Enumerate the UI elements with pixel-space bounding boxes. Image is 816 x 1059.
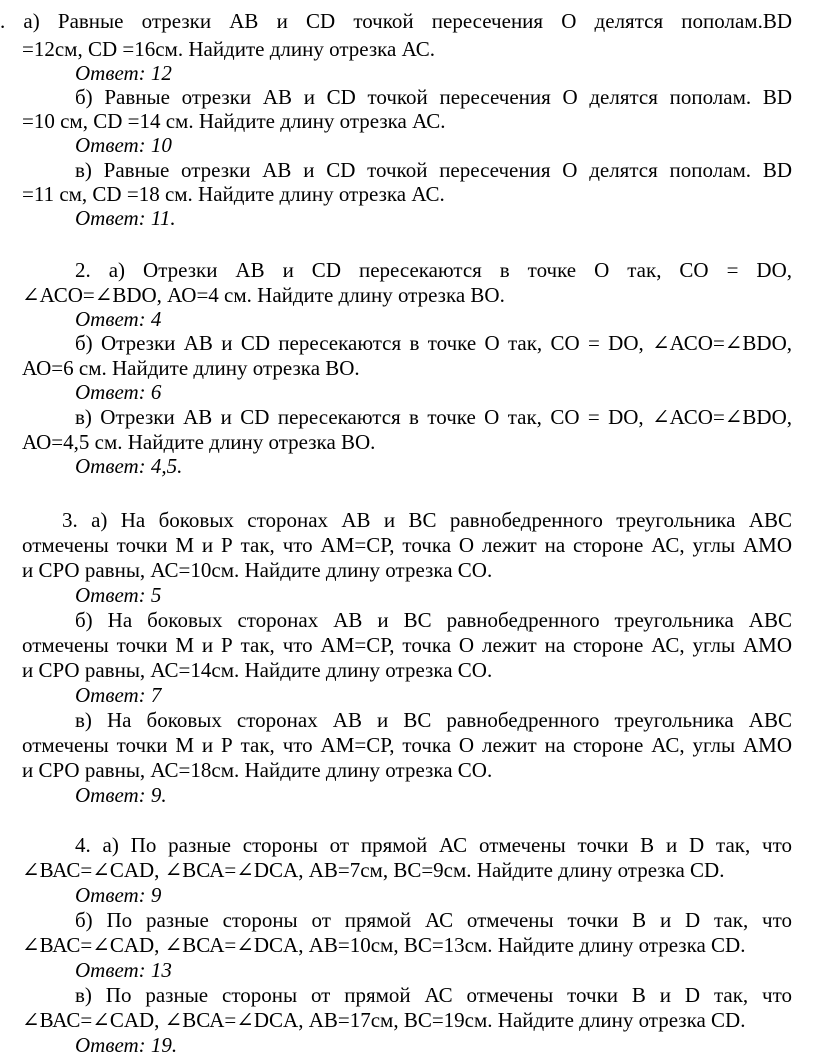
problem-3a-line-3: и СРО равны, АС=10см. Найдите длину отрезка СО.: [22, 558, 493, 582]
answer-4b: Ответ: 13: [75, 958, 172, 982]
answer-2a: Ответ: 4: [75, 307, 162, 331]
problem-3a-line-2: отмечены точки М и Р так, что АМ=СР, точка О лежит на стороне АС, углы АМО: [22, 533, 792, 557]
answer-4c: Ответ: 19.: [75, 1033, 178, 1057]
answer-2b: Ответ: 6: [75, 380, 162, 404]
problem-1c-line-1: в) Равные отрезки АВ и CD точкой пересечения О делятся пополам. BD: [75, 158, 792, 182]
problem-4c-line-2: ∠ВАС=∠CAD, ∠ВСА=∠DCA, АВ=17см, ВС=19см. Найдите длину отрезка CD.: [22, 1008, 746, 1032]
problem-2c-line-2: АО=4,5 см. Найдите длину отрезка ВО.: [22, 430, 376, 454]
answer-3c: Ответ: 9.: [75, 783, 167, 807]
answer-3b: Ответ: 7: [75, 683, 162, 707]
answer-3a: Ответ: 5: [75, 583, 162, 607]
problem-2c-line-1: в) Отрезки АВ и CD пересекаются в точке О так, СО = DO, ∠АСО=∠BDO,: [75, 405, 792, 429]
answer-1c: Ответ: 11.: [75, 206, 176, 230]
problem-3a-line-1: 3. а) На боковых сторонах АВ и ВС равнобедренного треугольника АВС: [62, 508, 792, 532]
problem-3b-line-3: и СРО равны, АС=14см. Найдите длину отрезка СО.: [22, 658, 493, 682]
problem-4b-line-1: б) По разные стороны от прямой АС отмечены точки В и D так, что: [75, 908, 792, 932]
problem-1a-line-1: . а) Равные отрезки АВ и CD точкой пересечения О делятся пополам.BD: [0, 9, 792, 33]
problem-1b-line-1: б) Равные отрезки АВ и CD точкой пересечения О делятся пополам. BD: [75, 85, 792, 109]
problem-2b-line-1: б) Отрезки АВ и CD пересекаются в точке О так, СО = DO, ∠АСО=∠BDO,: [75, 331, 792, 355]
problem-4b-line-2: ∠ВАС=∠CAD, ∠ВСА=∠DCA, АВ=10см, ВС=13см. Найдите длину отрезка CD.: [22, 933, 746, 957]
problem-3c-line-1: в) На боковых сторонах АВ и ВС равнобедренного треугольника АВС: [75, 708, 792, 732]
problem-3c-line-3: и СРО равны, АС=18см. Найдите длину отрезка СО.: [22, 758, 493, 782]
problem-2a-line-2: ∠АСО=∠BDO, АО=4 см. Найдите длину отрезка ВО.: [22, 283, 505, 307]
problem-2b-line-2: АО=6 см. Найдите длину отрезка ВО.: [22, 356, 360, 380]
problem-1a-line-2: =12см, CD =16см. Найдите длину отрезка АС.: [22, 37, 435, 61]
problem-2a-line-1: 2. а) Отрезки АВ и CD пересекаются в точке О так, СО = DO,: [75, 258, 792, 282]
problem-4a-line-2: ∠ВАС=∠CAD, ∠ВСА=∠DCA, АВ=7см, ВС=9см. Найдите длину отрезка CD.: [22, 858, 725, 882]
problem-4a-line-1: 4. а) По разные стороны от прямой АС отмечены точки В и D так, что: [75, 833, 792, 857]
answer-2c: Ответ: 4,5.: [75, 454, 183, 478]
problem-3c-line-2: отмечены точки М и Р так, что АМ=СР, точка О лежит на стороне АС, углы АМО: [22, 733, 792, 757]
answer-1a: Ответ: 12: [75, 61, 172, 85]
answer-1b: Ответ: 10: [75, 133, 172, 157]
problem-1b-line-2: =10 см, CD =14 см. Найдите длину отрезка АС.: [22, 109, 446, 133]
problem-4c-line-1: в) По разные стороны от прямой АС отмечены точки В и D так, что: [75, 983, 792, 1007]
problem-3b-line-2: отмечены точки М и Р так, что АМ=СР, точка О лежит на стороне АС, углы АМО: [22, 633, 792, 657]
answer-4a: Ответ: 9: [75, 883, 162, 907]
problem-3b-line-1: б) На боковых сторонах АВ и ВС равнобедренного треугольника АВС: [75, 608, 792, 632]
problem-1c-line-2: =11 см, CD =18 см. Найдите длину отрезка АС.: [22, 182, 445, 206]
